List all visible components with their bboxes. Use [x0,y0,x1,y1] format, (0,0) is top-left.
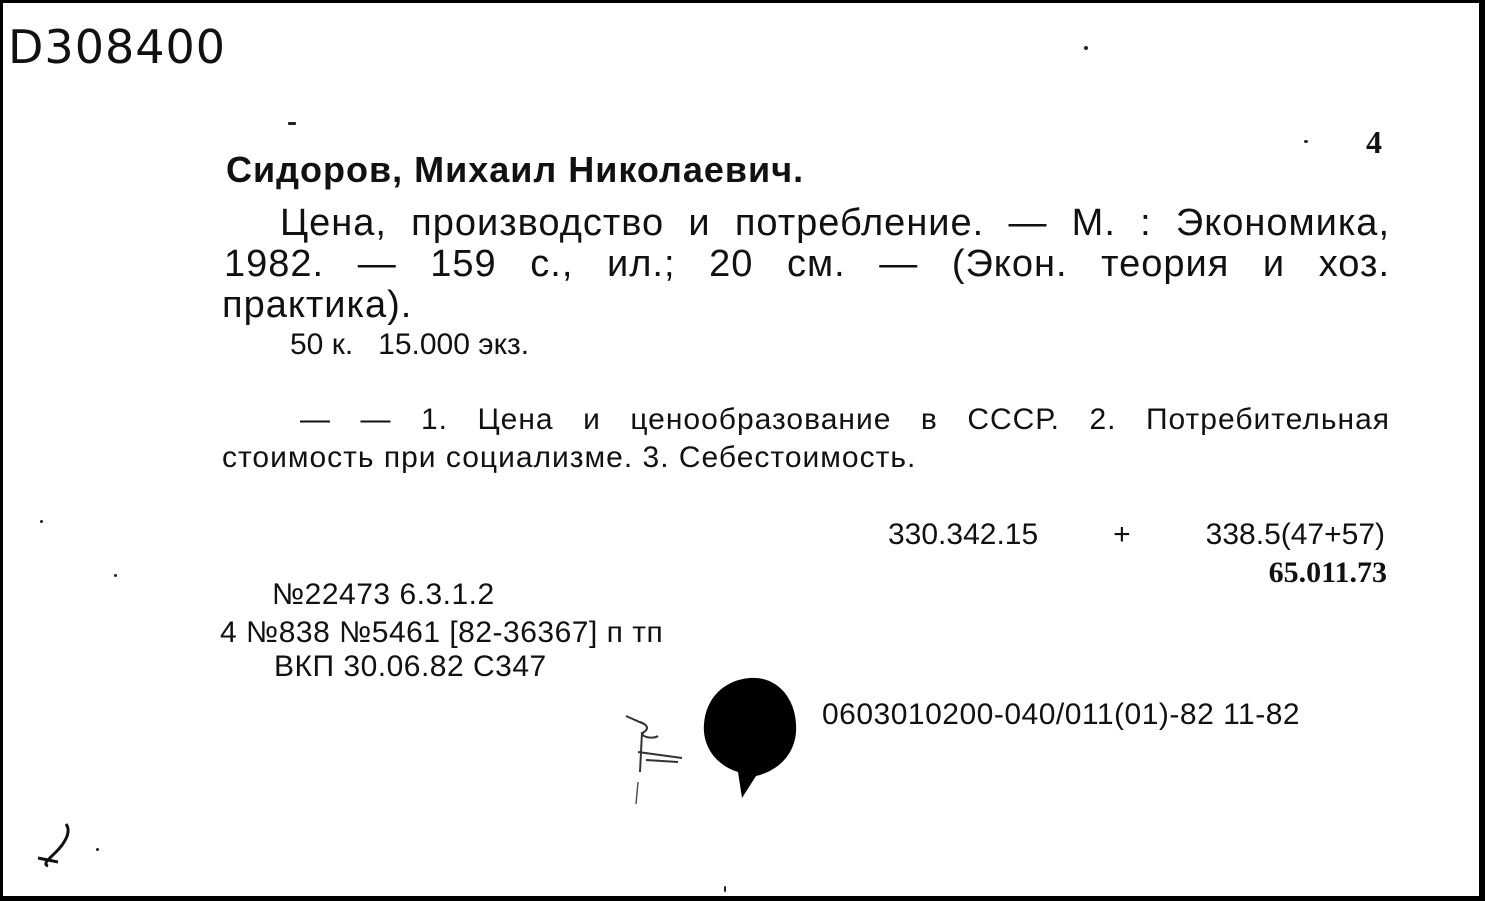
technical-line-3: ВКП 30.06.82 С347 [274,650,547,683]
corner-number: 4 [1366,124,1382,160]
ink-blot-icon [690,670,810,810]
subjects-line-1: — — 1. Цена и ценообразование в СССР. 2. Потребительная [300,403,1390,436]
price-and-print-run: 50 к. 15.000 экз. [290,328,530,361]
accession-number: D308400 [8,20,227,74]
description-line-3: практика). [222,284,413,326]
pencil-scribble-icon [28,818,98,878]
speck [96,848,99,851]
technical-line-1: №22473 6.3.1.2 [272,578,495,611]
speck [40,520,43,523]
speck [724,886,726,892]
udc-classification: 330.342.15 + 338.5(47+57) [888,518,1385,551]
author-heading: Сидоров, Михаил Николаевич. [226,149,805,190]
description-line-1: Цена, производство и потребление. — М. : Экономика, [280,202,1390,244]
description-line-2: 1982. — 159 с., ил.; 20 см. — (Экон. теория и хоз. [224,243,1390,285]
handwritten-mark-icon [616,712,696,812]
bbk-classification: 65.011.73 [1268,556,1387,589]
speck [1084,46,1088,50]
speck [1304,140,1308,143]
isbn-code: 0603010200-040/011(01)-82 11-82 [822,698,1301,731]
speck [288,122,296,125]
subjects-line-2: стоимость при социализме. 3. Себестоимость. [222,441,917,474]
technical-line-2: 4 №838 №5461 [82-36367] п тп [220,616,664,649]
speck [114,574,117,577]
